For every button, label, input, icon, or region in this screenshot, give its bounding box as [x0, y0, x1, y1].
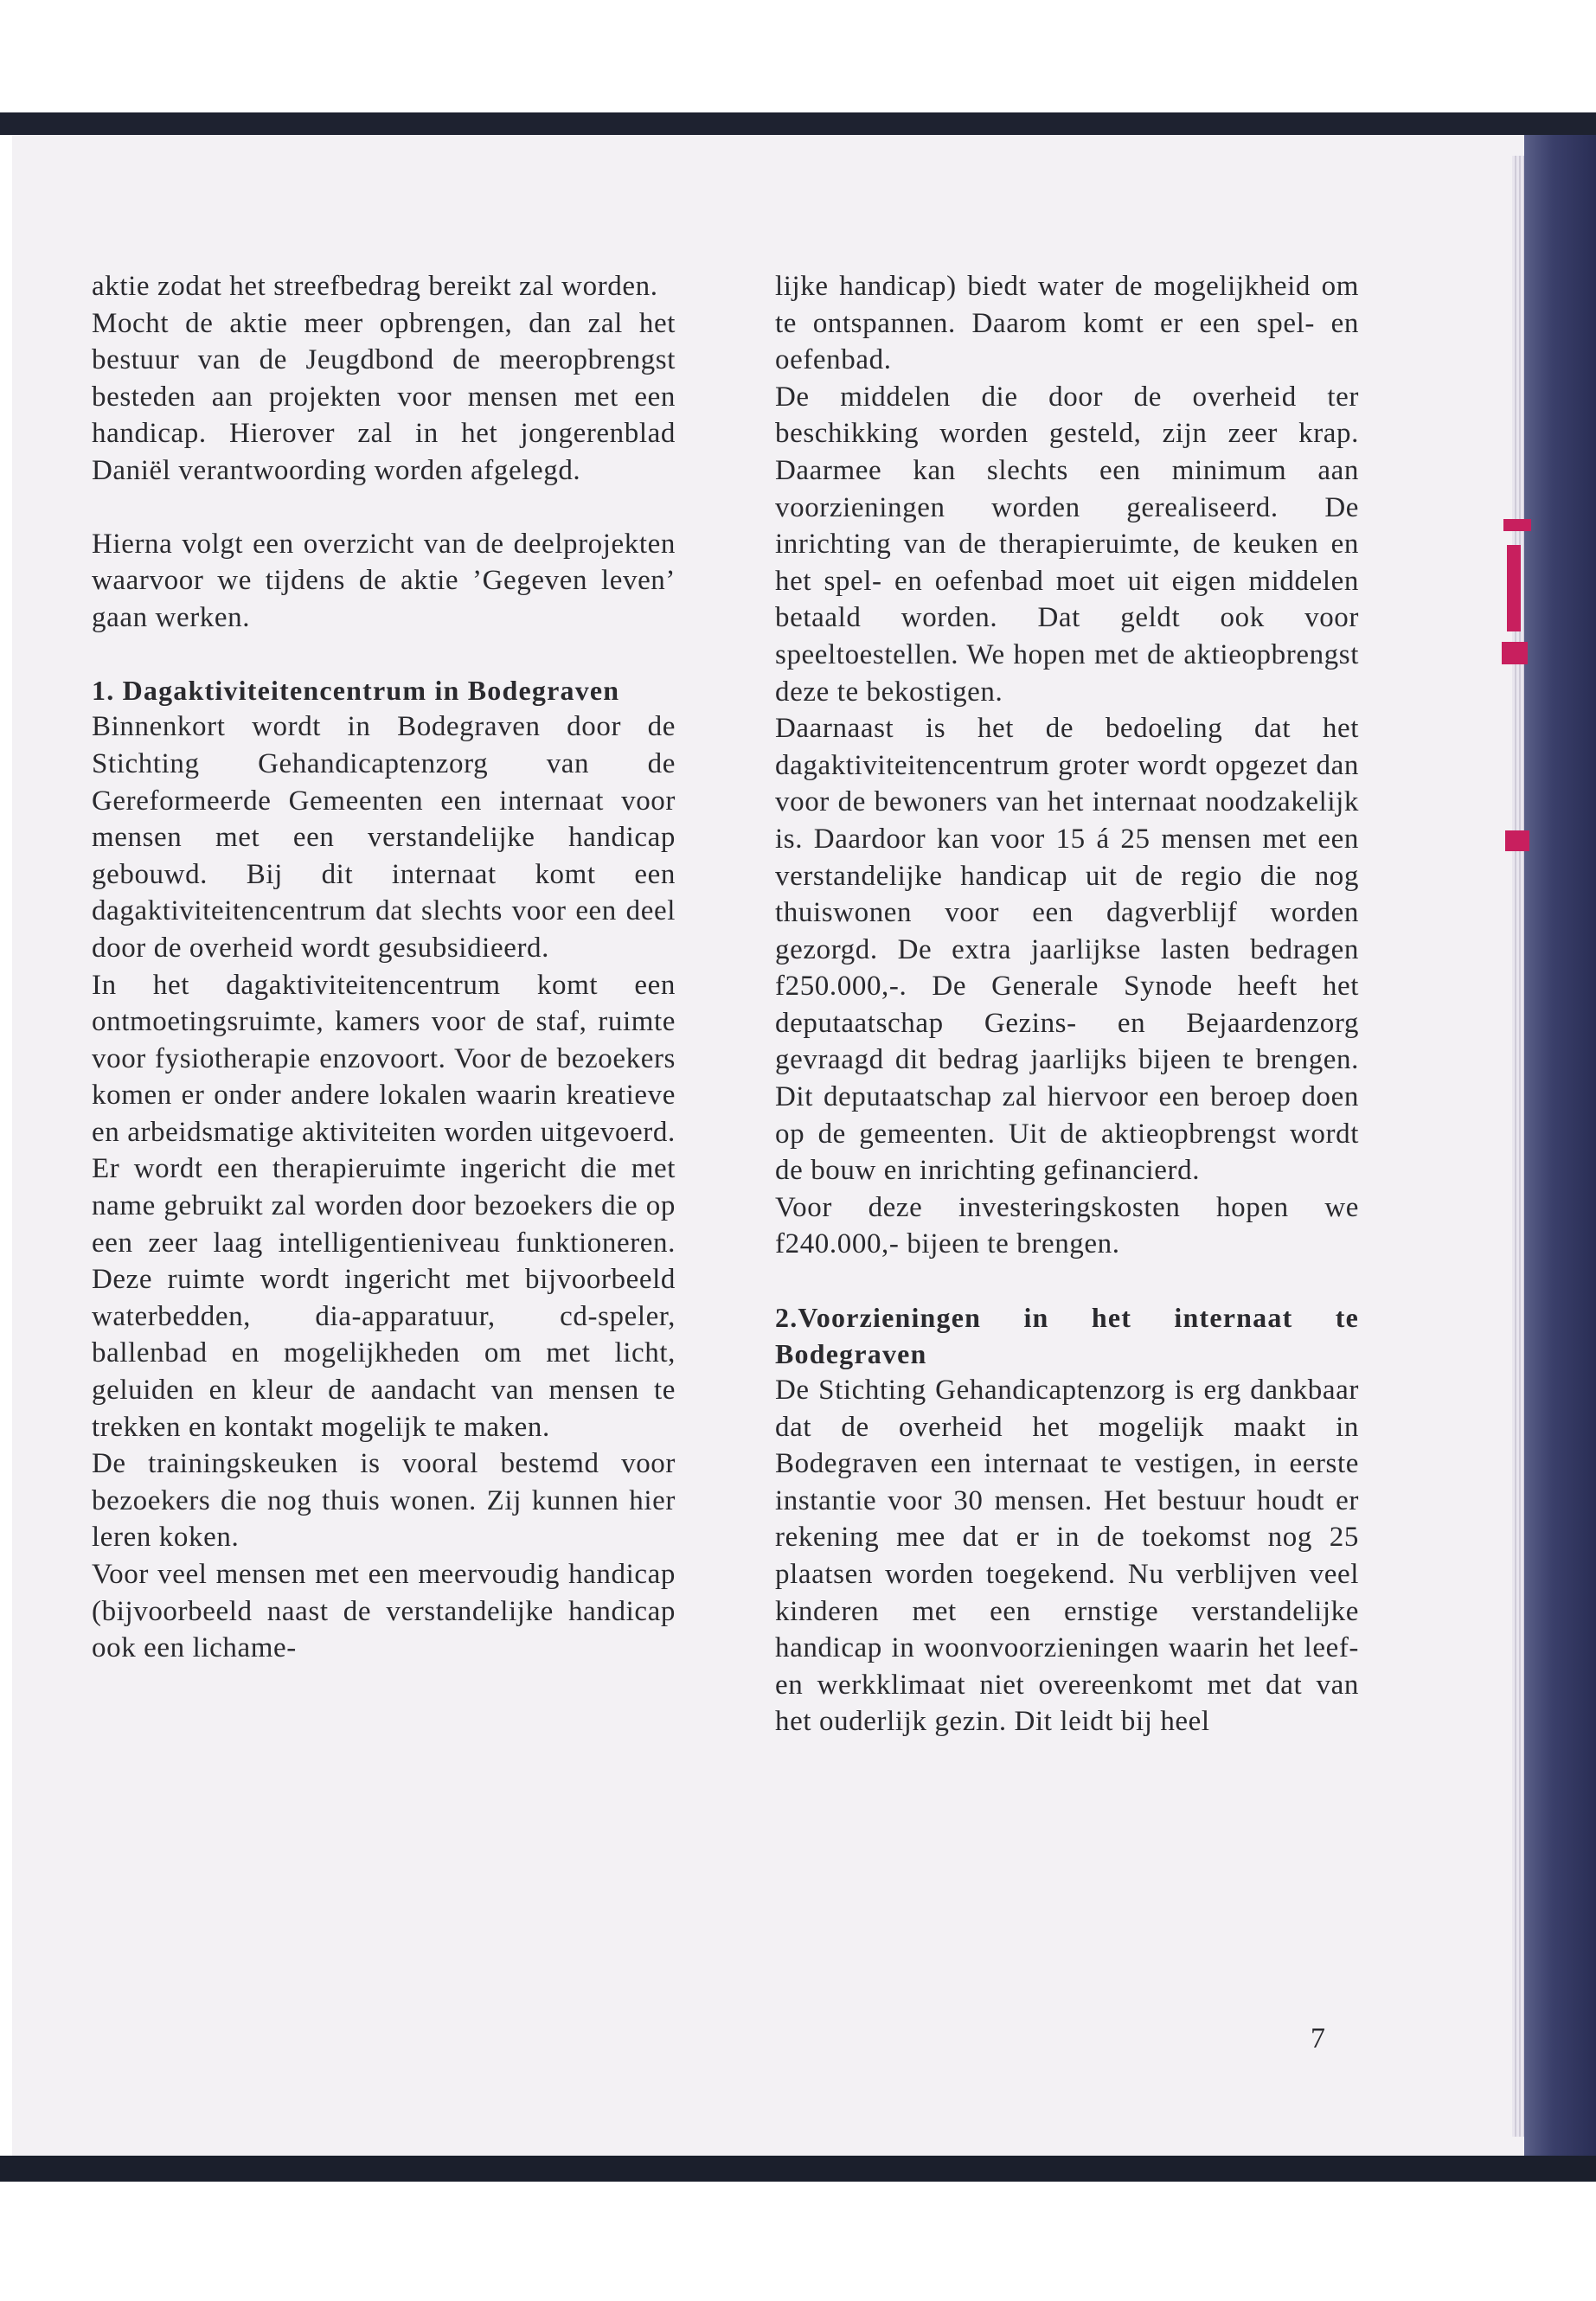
book-cover-edge	[1524, 135, 1596, 2156]
paragraph: In het dagaktiviteitencentrum komt een ontmoetingsruimte, kamers voor de staf, ruimte voor fysiotherapie enzovoort. Voor de bezoekers komen er onder andere lokalen waarin kreatieve en arbeidsmatige aktiviteiten worden uitgevoerd.	[92, 969, 676, 1148]
paragraph: Voor deze investeringskosten hopen we f240.000,- bijeen te brengen.	[775, 1191, 1359, 1260]
bottom-binding-bar	[0, 2156, 1596, 2182]
index-tab	[1507, 545, 1521, 631]
top-binding-bar	[0, 112, 1596, 135]
index-tab	[1505, 830, 1529, 851]
index-tab	[1502, 642, 1528, 664]
left-column	[92, 268, 676, 1667]
paragraph: Mocht de aktie meer opbrengen, dan zal het bestuur van de Jeugdbond de meeropbrengst besteden aan projekten voor mensen met een handicap. Hierover zal in het jongerenblad Daniël verantwoording worden afgelegd.	[92, 307, 676, 486]
section-heading-2: 2.Voorzieningen in het internaat te Bodegraven	[775, 1302, 1359, 1370]
paragraph: Voor veel mensen met een meervoudig handicap (bijvoorbeeld naast de verstandelijke handicap ook een lichame-	[92, 1559, 676, 1664]
paragraph: De middelen die door de overheid ter beschikking worden gesteld, zijn zeer krap. Daarmee kan slechts een minimum aan voorzieningen worden gerealiseerd. De inrichting van de therapieruimte, de keuken en het spel- en oefenbad moet uit eigen middelen betaald worden. Dat geldt ook voor speeltoestellen. We hopen met de aktieopbrengst deze te bekostigen.	[775, 381, 1359, 708]
paragraph: De Stichting Gehandicaptenzorg is erg dankbaar dat de overheid het mogelijk maakt in Bodegraven een internaat te vestigen, in eerste instantie voor 30 mensen. Het bestuur houdt er rekening mee dat er in de toekomst nog 25 plaatsen worden toegekend. Nu verblijven veel kinderen met een ernstige verstandelijke handicap in woonvoorzieningen waarin het leef- en werkklimaat niet overeenkomt met dat van het ouderlijk gezin. Dit leidt bij heel	[775, 1375, 1359, 1738]
page-number: 7	[1311, 2022, 1325, 2054]
paragraph: Daarnaast is het de bedoeling dat het dagaktiviteitencentrum groter wordt opgezet dan voor de bewoners van het internaat noodzakelijk is. Daardoor kan voor 15 á 25 mensen met een verstandelijke handicap uit de regio die nog thuiswonen voor een dagverblijf worden gezorgd. De extra jaarlijkse lasten bedragen f250.000,-. De Generale Synode heeft het deputaatschap Gezins- en Bejaardenzorg gevraagd dit bedrag jaarlijks bijeen te brengen. Dit deputaatschap zal hiervoor een beroep doen op de gemeenten. Uit de aktieopbrengst wordt de bouw en inrichting gefinancierd.	[775, 713, 1359, 1187]
paragraph: aktie zodat het streefbedrag bereikt zal worden.	[92, 271, 658, 302]
paragraph: Er wordt een therapieruimte ingericht die met name gebruikt zal worden door bezoekers die op een zeer laag intelligentieniveau funktioneren. Deze ruimte wordt ingericht met bijvoorbeeld waterbedden, dia-apparatuur, cd-speler, ballenbad en mogelijkheden om met licht, geluiden en kleur de aandacht van mensen te trekken en kontakt mogelijk te maken.	[92, 1153, 676, 1443]
paragraph: Binnenkort wordt in Bodegraven door de Stichting Gehandicaptenzorg van de Gereformeerde Gemeenten een internaat voor mensen met een verstandelijke handicap gebouwd. Bij dit internaat komt een dagaktiviteitencentrum dat slechts voor een deel door de overheid wordt gesubsidieerd.	[92, 711, 676, 964]
paragraph: Hierna volgt een overzicht van de deelprojekten waarvoor we tijdens de aktie ’Gegeven leven’ gaan werken.	[92, 528, 676, 633]
paragraph: lijke handicap) biedt water de mogelijkheid om te ontspannen. Daarom komt er een spel- en oefenbad.	[775, 271, 1359, 376]
right-column	[775, 268, 1359, 1740]
paragraph: De trainingskeuken is vooral bestemd voor bezoekers die nog thuis wonen. Zij kunnen hier leren koken.	[92, 1448, 676, 1554]
section-heading-1: 1. Dagaktiviteitencentrum in Bodegraven	[92, 675, 620, 707]
index-tab	[1503, 519, 1531, 531]
